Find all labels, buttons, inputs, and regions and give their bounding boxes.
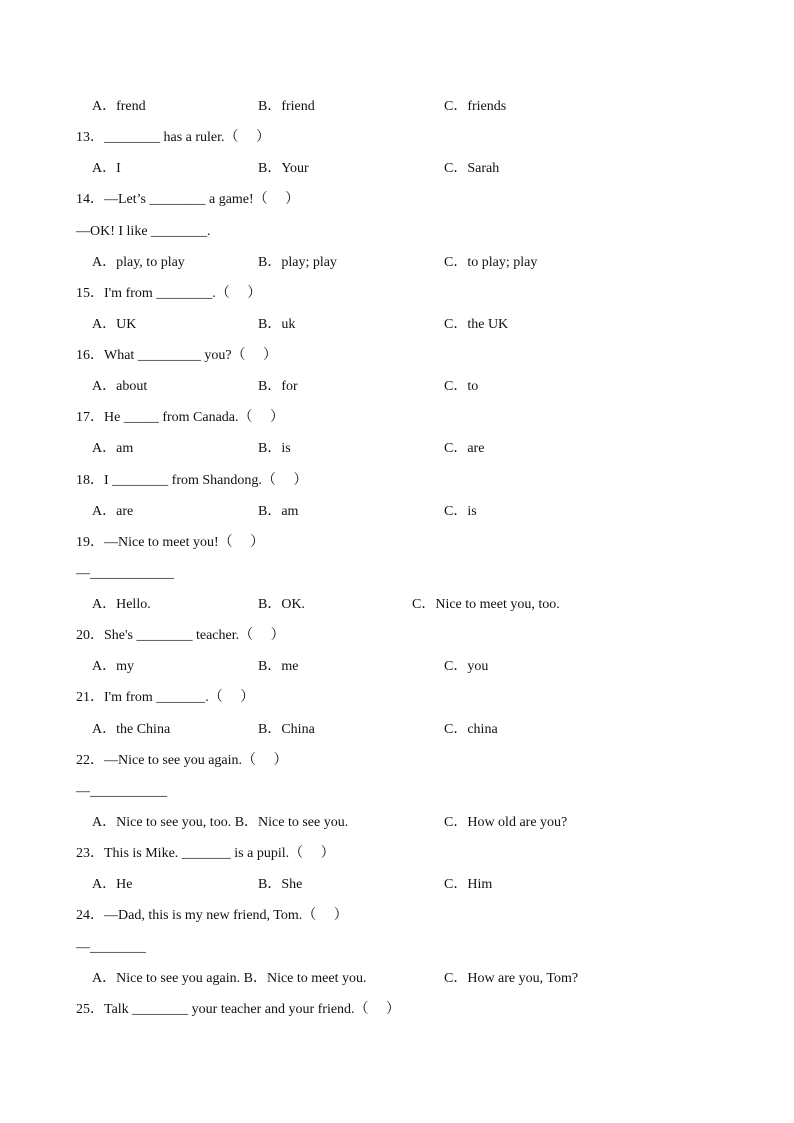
option-13c: C．Sarah xyxy=(444,161,500,176)
option-13a: A．I xyxy=(92,161,121,176)
option-24c: C．How are you, Tom? xyxy=(444,971,579,986)
option-18c: C．is xyxy=(444,504,477,519)
option-18b: B．am xyxy=(258,504,299,519)
option-22c: C．How old are you? xyxy=(444,815,568,830)
option-20c: C．you xyxy=(444,659,489,674)
option-16a: A．about xyxy=(92,379,148,394)
question-22-reply: —___________ xyxy=(76,784,167,799)
option-19a: A．Hello. xyxy=(92,597,151,612)
option-16c: C．to xyxy=(444,379,479,394)
option-23c: C．Him xyxy=(444,877,493,892)
option-22ab: A．Nice to see you, too. B．Nice to see you. xyxy=(92,815,349,830)
option-14b: B．play; play xyxy=(258,255,337,270)
option-23b: B．She xyxy=(258,877,303,892)
question-13: 13．________ has a ruler.（ ） xyxy=(76,130,271,145)
option-19b: B．OK. xyxy=(258,597,306,612)
option-17b: B．is xyxy=(258,441,291,456)
option-12c: C．friends xyxy=(444,99,507,114)
option-14a: A．play, to play xyxy=(92,255,185,270)
option-15a: A．UK xyxy=(92,317,137,332)
option-21a: A．the China xyxy=(92,722,171,737)
option-19c: C．Nice to meet you, too. xyxy=(412,597,560,612)
question-24-reply: —________ xyxy=(76,940,146,955)
option-17a: A．am xyxy=(92,441,134,456)
question-19: 19．—Nice to meet you!（ ） xyxy=(76,535,265,550)
option-16b: B．for xyxy=(258,379,298,394)
option-18a: A．are xyxy=(92,504,134,519)
question-21: 21．I'm from _______.（ ） xyxy=(76,690,255,705)
question-20: 20．She's ________ teacher.（ ） xyxy=(76,628,285,643)
question-19-reply: —____________ xyxy=(76,566,174,581)
question-18: 18．I ________ from Shandong.（ ） xyxy=(76,473,308,488)
option-12b: B．friend xyxy=(258,99,315,114)
question-16: 16．What _________ you?（ ） xyxy=(76,348,278,363)
question-15: 15．I'm from ________.（ ） xyxy=(76,286,262,301)
option-15b: B．uk xyxy=(258,317,296,332)
option-13b: B．Your xyxy=(258,161,309,176)
option-12a: A．frend xyxy=(92,99,146,114)
option-15c: C．the UK xyxy=(444,317,509,332)
question-17: 17．He _____ from Canada.（ ） xyxy=(76,410,285,425)
question-24: 24．—Dad, this is my new friend, Tom.（ ） xyxy=(76,908,348,923)
question-14-reply: —OK! I like ________. xyxy=(76,224,211,239)
option-14c: C．to play; play xyxy=(444,255,538,270)
question-25: 25．Talk ________ your teacher and your friend.（ ） xyxy=(76,1002,401,1017)
question-22: 22．—Nice to see you again.（ ） xyxy=(76,753,288,768)
option-23a: A．He xyxy=(92,877,133,892)
option-24ab: A．Nice to see you again. B．Nice to meet you. xyxy=(92,971,367,986)
option-21c: C．china xyxy=(444,722,498,737)
option-20a: A．my xyxy=(92,659,134,674)
option-21b: B．China xyxy=(258,722,315,737)
option-20b: B．me xyxy=(258,659,299,674)
question-14: 14．—Let’s ________ a game!（ ） xyxy=(76,192,300,207)
question-23: 23．This is Mike. _______ is a pupil.（ ） xyxy=(76,846,335,861)
option-17c: C．are xyxy=(444,441,485,456)
